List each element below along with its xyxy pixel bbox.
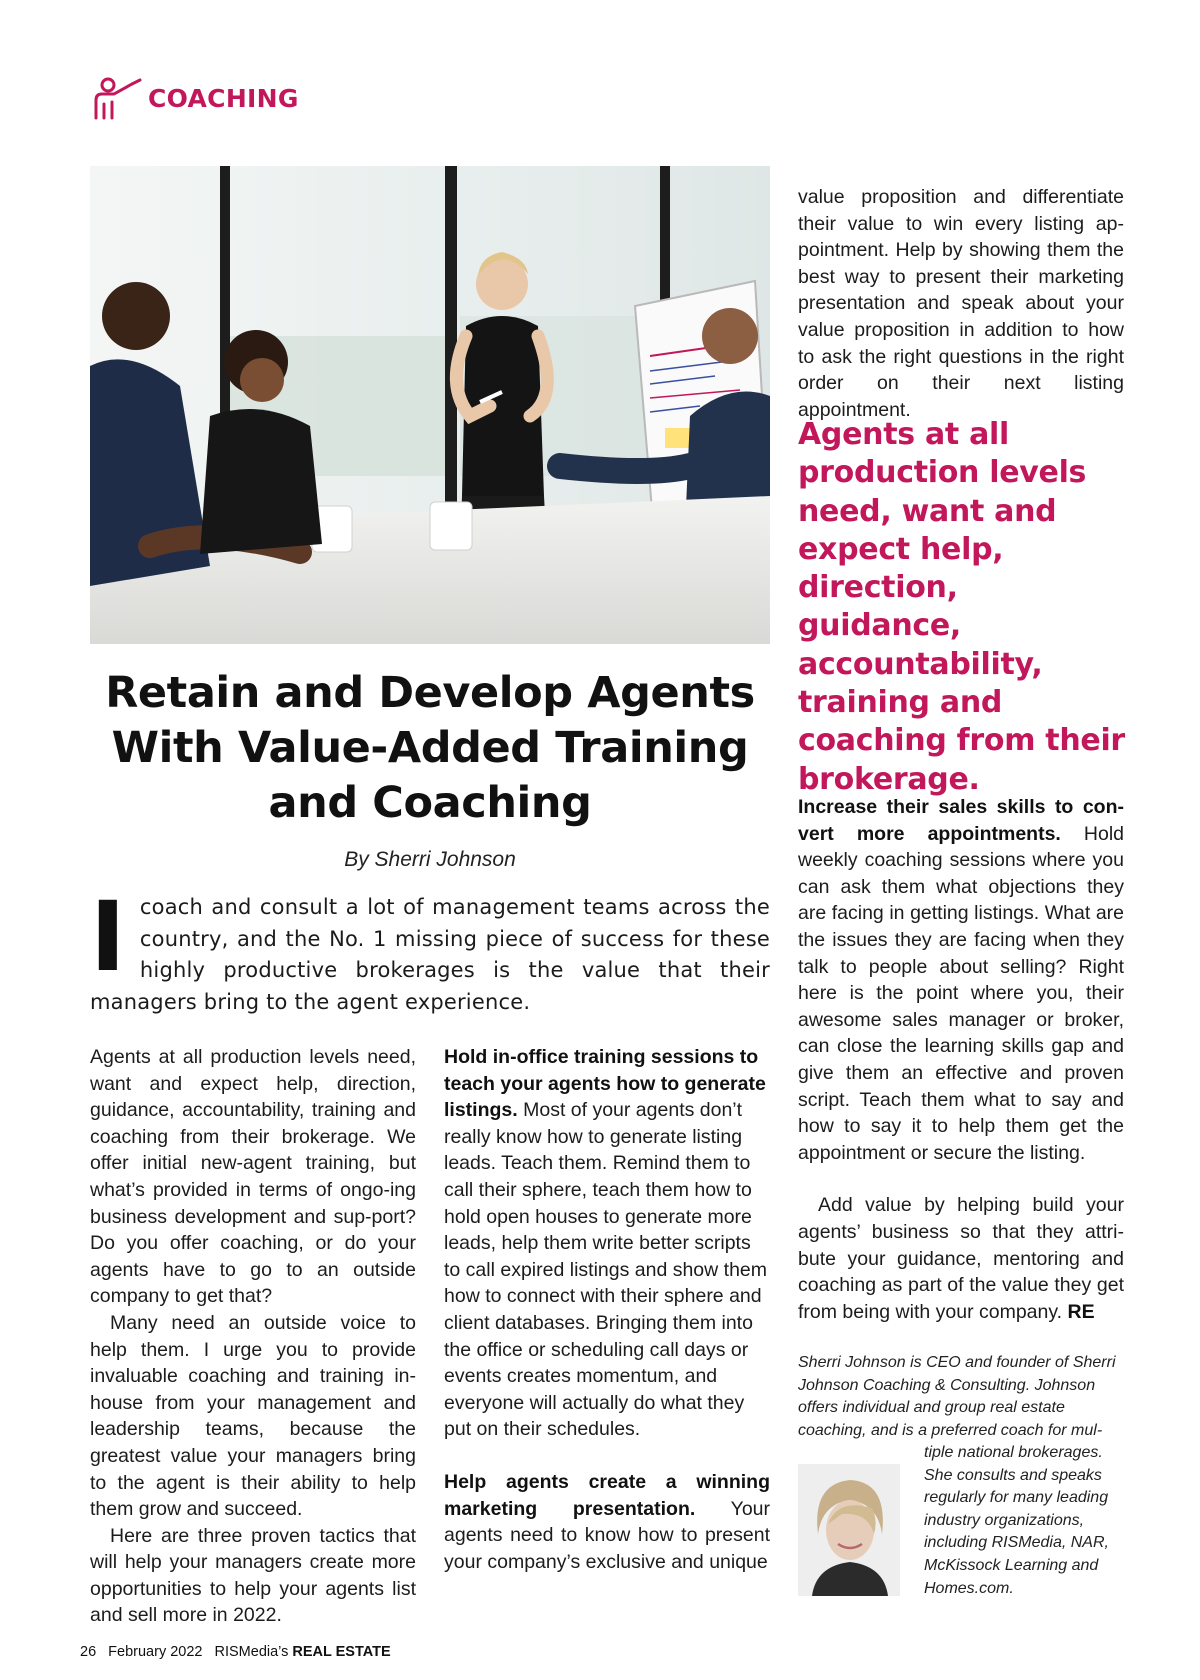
meeting-scene-image xyxy=(90,166,770,644)
paragraph-text: Hold weekly coaching sessions where you can ask them what objections they are facing in getting listings. What are the issues they are facing when they talk to people about selling? Right here is the point where you, their awesome sales manager or broker, can close the learning skills gap and give them an effective and proven script. Teach them what to say and how to say it to help them get the appointment or secure the listing. xyxy=(798,822,1124,1164)
drop-cap: I xyxy=(90,881,126,993)
lede-text: coach and consult a lot of management teams across the country, and the No. 1 missing piece of success for these highly productive brokerages is the value that their managers bring to the agent experience. xyxy=(90,895,770,1014)
bio-text: tiple national brokerages. She consults and speaks regularly for many leading industry organizations, including RISMedia, NAR, McKissock Learning and Homes.com. xyxy=(924,1444,1109,1597)
teacher-pointing-icon xyxy=(88,76,144,120)
body-column-1 xyxy=(90,1044,416,1629)
hero-photo xyxy=(90,166,770,644)
author-bio xyxy=(798,1352,1124,1597)
subhead: Increase their sales skills to con-vert more appointments. xyxy=(798,796,1124,845)
paragraph: Here are three proven tactics that will help your managers create more opportunities to help your agents list and sell more in 2022. xyxy=(90,1524,416,1627)
lede-paragraph xyxy=(90,881,770,1018)
author-headshot-image xyxy=(798,1464,900,1596)
publisher: RISMedia’s xyxy=(214,1644,289,1660)
article-headline: Retain and Develop Agents With Value-Added Training and Coaching xyxy=(105,668,755,828)
bio-text: Sherri Johnson is CEO and founder of Sherri Johnson Coaching & Consulting. Johnson offers individual and group real estate coaching, and is a preferred coach for mul- xyxy=(798,1354,1116,1439)
paragraph xyxy=(798,794,1124,1166)
author-photo xyxy=(798,1464,900,1596)
byline: By Sherri Johnson xyxy=(344,848,516,871)
paragraph xyxy=(444,1044,770,1443)
paragraph xyxy=(444,1469,770,1575)
body-column-2 xyxy=(444,1044,770,1575)
page-footer xyxy=(80,1644,399,1660)
body-column-3-continued xyxy=(798,794,1124,1325)
body-column-3 xyxy=(798,184,1124,423)
paragraph-text: Add value by helping build your agents’ business so that they attri-bute your guidance, mentoring and coaching as part of the value they get from being with your company. xyxy=(798,1194,1124,1323)
paragraph-text: Most of your agents don’t really know how to generate listing leads. Teach them. Remind them to call their sphere, teach them how to hold open houses to generate more leads, help them write better scripts to call expired listings and show them how to connect with their sphere and client databases. Bringing them into the office or scheduling call days or events creates momentum, and everyone will actually do what they put on their schedules. xyxy=(444,1099,767,1441)
subhead: Hold in-office training sessions to teach your agents how to generate listings. xyxy=(444,1046,766,1122)
section-label: COACHING xyxy=(148,83,299,113)
section-tag xyxy=(88,76,299,120)
pull-quote: Agents at all production levels need, want and expect help, direction, guidance, accountability, training and coaching from their brokerage. xyxy=(798,417,1125,797)
issue-date: February 2022 xyxy=(108,1644,203,1660)
page-number: 26 xyxy=(80,1644,97,1660)
paragraph xyxy=(798,1192,1124,1325)
paragraph: Agents at all production levels need, want and expect help, direction, guidance, accountability, training and coaching from their brokerage. We offer initial new-agent training, but what’s provided in terms of ongo-ing business development and sup-port? Do you offer coaching, or do your agents have to go to an outside company to get that? xyxy=(90,1046,416,1308)
magazine-title: REAL ESTATE xyxy=(292,1644,391,1660)
subhead: Help agents create a winning marketing presentation. xyxy=(444,1470,770,1520)
paragraph: Many need an outside voice to help them. I urge you to provide invaluable coaching and training in-house from your management and leadership teams, because the greatest value your managers bring to the agent is their ability to help them grow and succeed. xyxy=(90,1311,416,1521)
end-mark: RE xyxy=(1067,1300,1095,1323)
paragraph-text: Your agents need to know how to present your company’s exclusive and unique xyxy=(444,1497,770,1573)
paragraph: value proposition and differentiate their value to win every listing ap-pointment. Help by showing them the best way to present their marketing presentation and speak about your value proposition in addition to how to ask the right questions in the right order on their next listing appointment. xyxy=(798,186,1124,421)
